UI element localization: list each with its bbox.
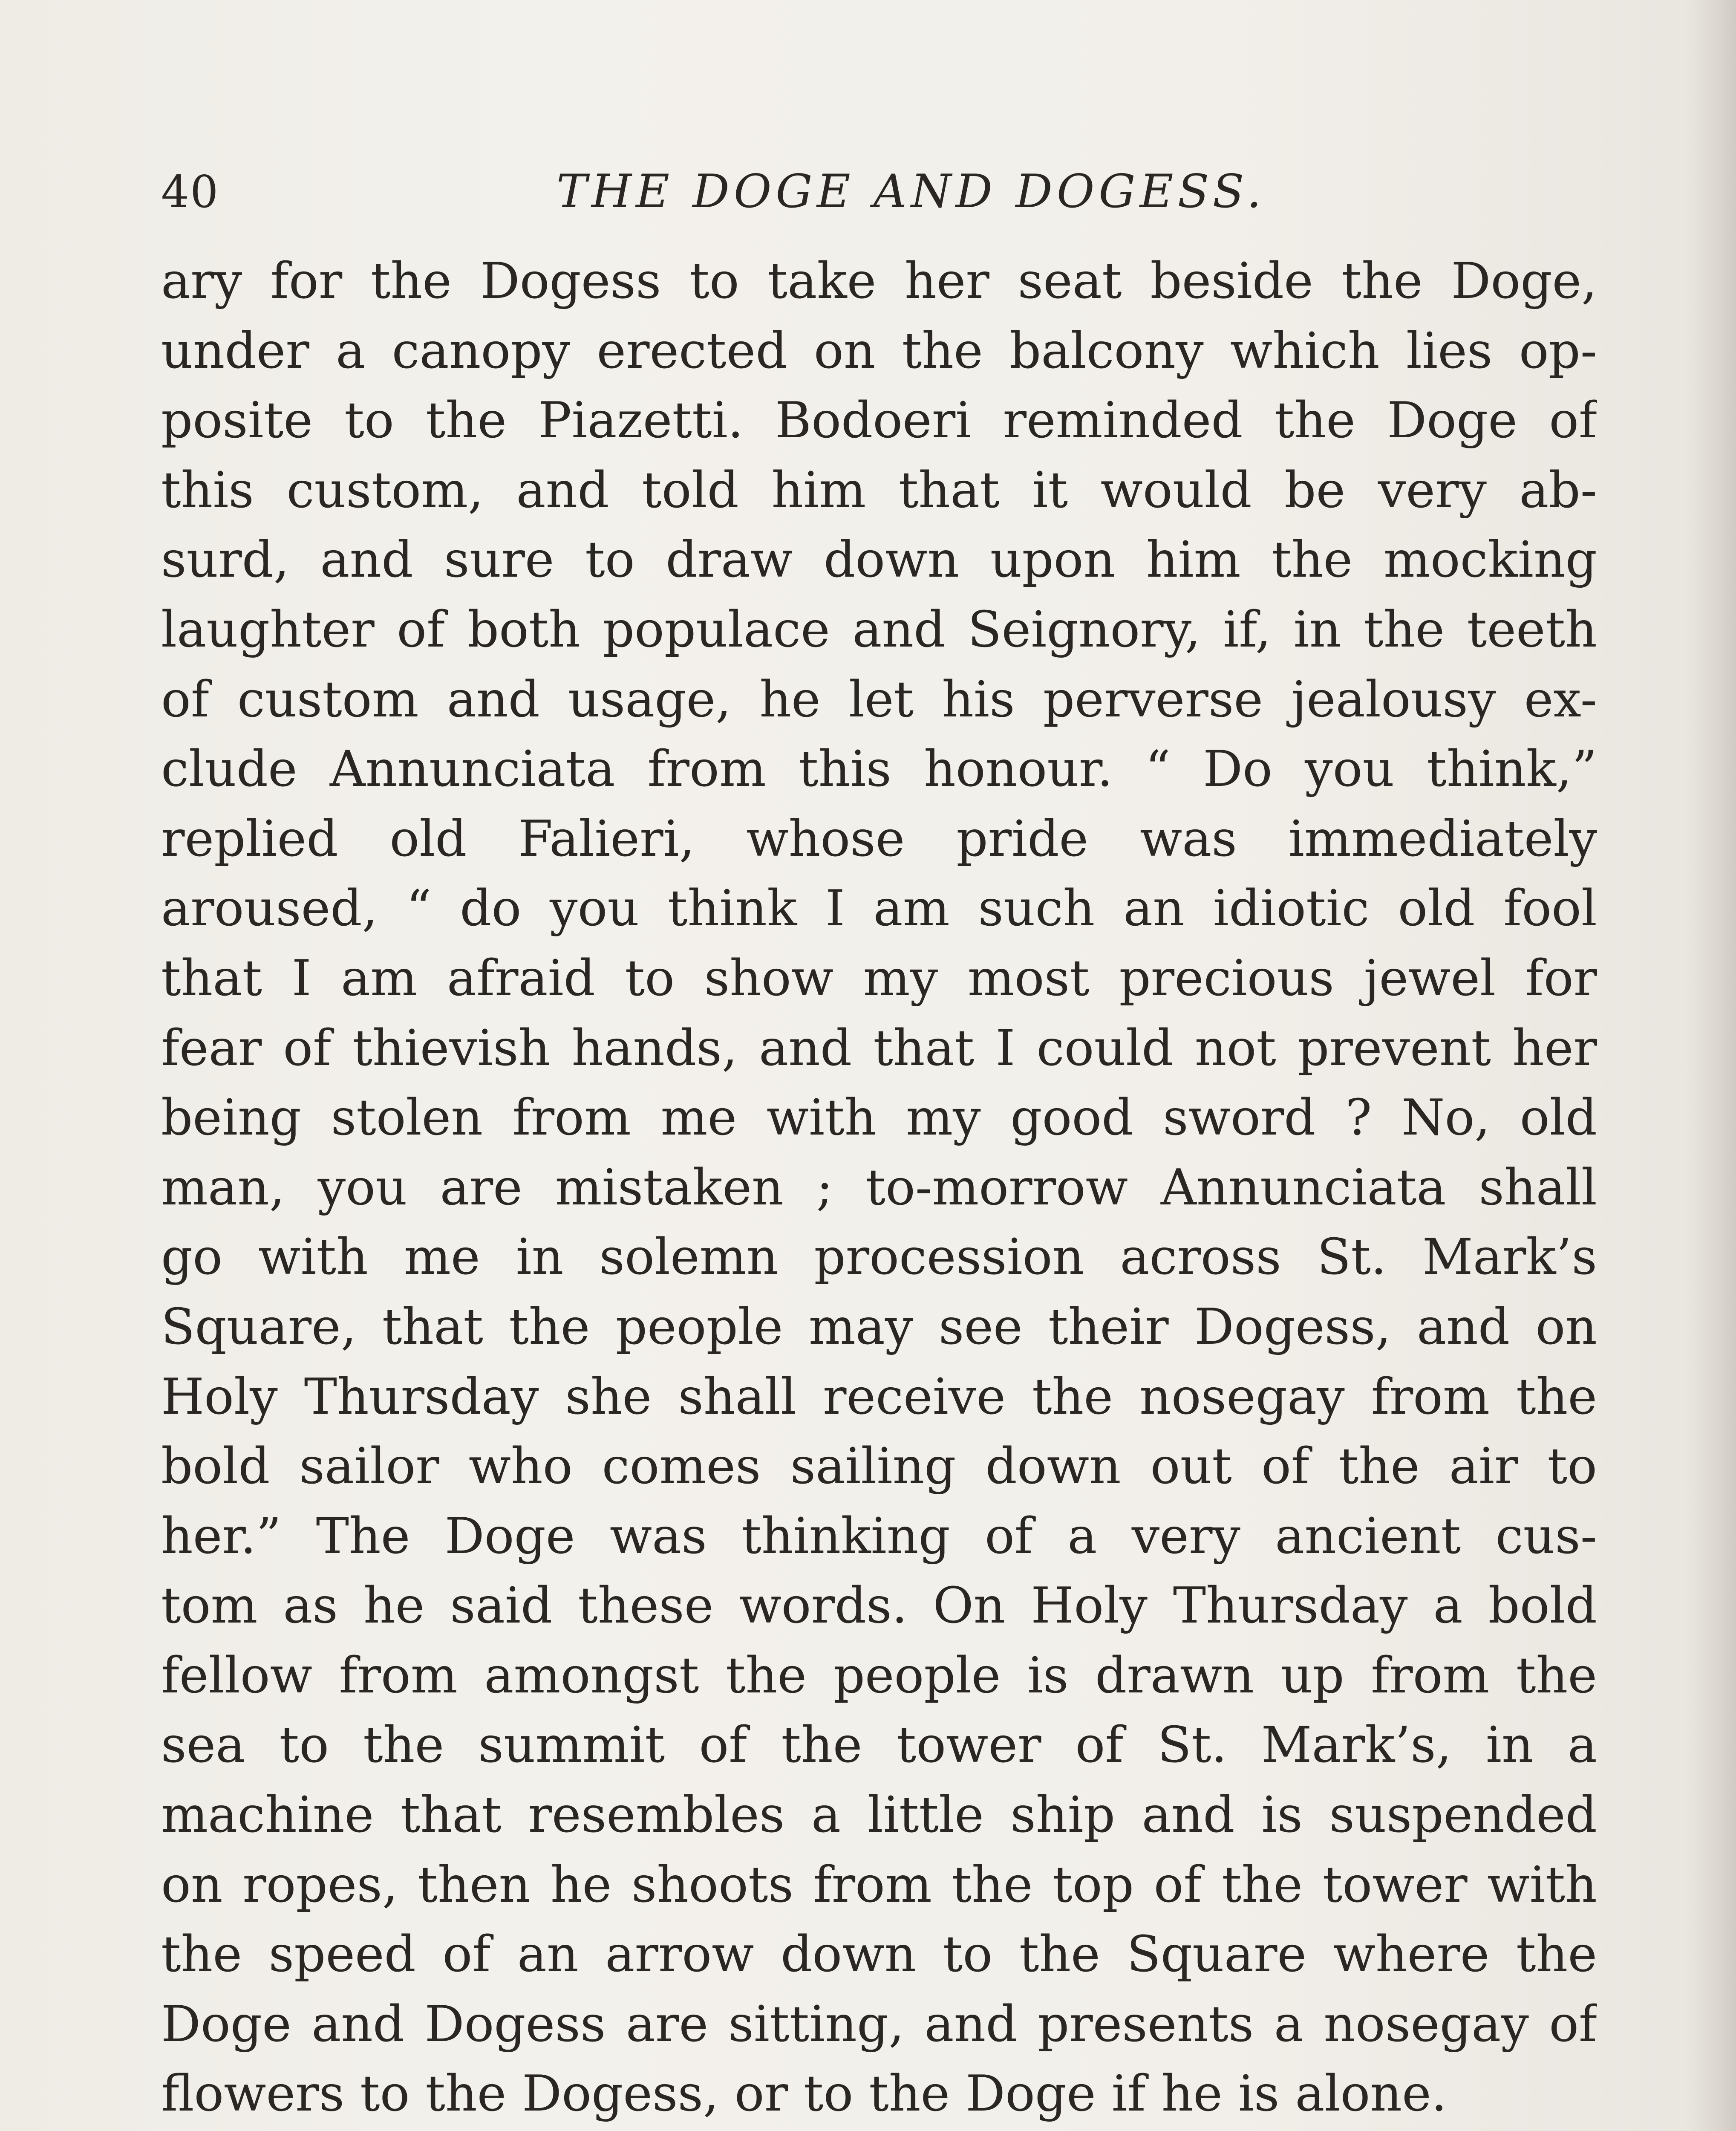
text-line: Doge and Dogess are sitting, and presents a nosegay of xyxy=(161,1995,1597,2053)
text-line: man, you are mistaken ; to-morrow Annunciata shall xyxy=(161,1158,1597,1216)
running-head: THE DOGE AND DOGESS. xyxy=(556,165,1266,218)
text-line: clude Annunciata from this honour. “ Do you think,” xyxy=(161,740,1597,798)
body-text xyxy=(161,246,1597,2131)
paragraph xyxy=(161,2129,1597,2131)
text-line: under a canopy erected on the balcony which lies op- xyxy=(161,322,1597,380)
text-line: laughter of both populace and Seignory, if, in the teeth xyxy=(161,601,1597,658)
text-line: fear of thievish hands, and that I could not prevent her xyxy=(161,1019,1597,1077)
page-header xyxy=(161,153,1593,230)
text-line xyxy=(161,2129,1597,2131)
text-line: her.” The Doge was thinking of a very ancient cus- xyxy=(161,1507,1597,1565)
page-number: 40 xyxy=(161,166,219,218)
paragraph xyxy=(161,246,1597,2129)
text-line: flowers to the Dogess, or to the Doge if he is alone. xyxy=(161,2065,1447,2123)
text-line: go with me in solemn procession across St. Mark’s xyxy=(161,1228,1597,1286)
text-line: ary for the Dogess to take her seat beside the Doge, xyxy=(161,252,1597,310)
text-line: on ropes, then he shoots from the top of the tower with xyxy=(161,1856,1597,1914)
text-line: bold sailor who comes sailing down out of the air to xyxy=(161,1438,1597,1496)
text-line: posite to the Piazetti. Bodoeri reminded the Doge of xyxy=(161,392,1597,450)
text-line: machine that resembles a little ship and is suspended xyxy=(161,1786,1597,1844)
text-line: surd, and sure to draw down upon him the mocking xyxy=(161,531,1597,589)
text-line: the speed of an arrow down to the Square where the xyxy=(161,1926,1597,1984)
text-line: Holy Thursday she shall receive the nosegay from the xyxy=(161,1368,1597,1426)
text-line: sea to the summit of the tower of St. Mark’s, in a xyxy=(161,1716,1597,1774)
text-line: tom as he said these words. On Holy Thursday a bold xyxy=(161,1577,1597,1635)
text-line: replied old Falieri, whose pride was immediately xyxy=(161,810,1597,868)
text-line: Square, that the people may see their Dogess, and on xyxy=(161,1298,1597,1356)
text-line: that I am afraid to show my most precious jewel for xyxy=(161,949,1597,1007)
page-edge-shadow xyxy=(1685,0,1736,2131)
text-line: of custom and usage, he let his perverse jealousy ex- xyxy=(161,670,1597,728)
text-line: aroused, “ do you think I am such an idiotic old fool xyxy=(161,880,1597,938)
text-line: fellow from amongst the people is drawn up from the xyxy=(161,1646,1597,1704)
text-line: being stolen from me with my good sword ? No, old xyxy=(161,1089,1597,1147)
text-line: this custom, and told him that it would be very ab- xyxy=(161,461,1597,519)
